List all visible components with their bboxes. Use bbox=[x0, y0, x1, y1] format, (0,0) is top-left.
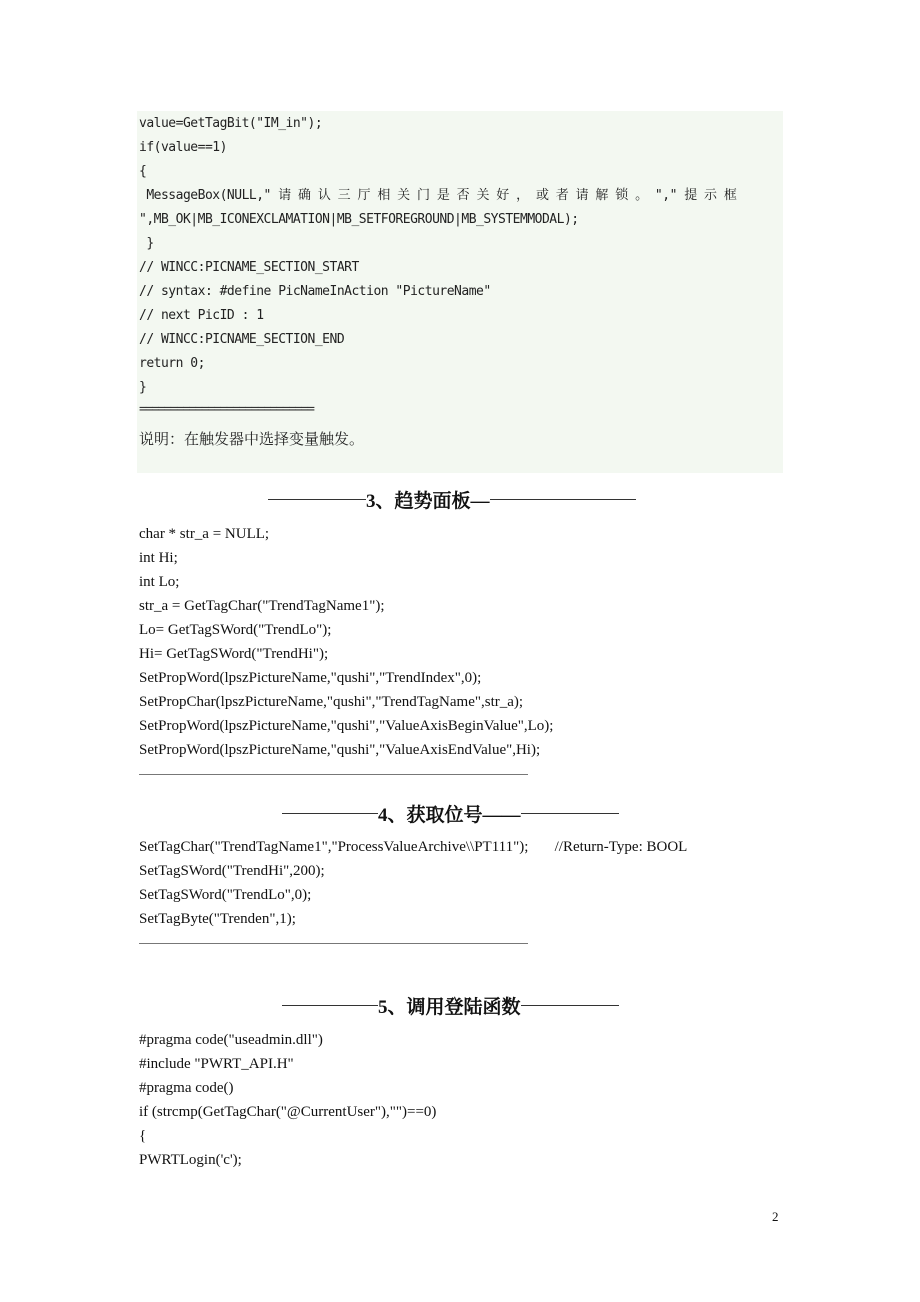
section-3-title: 3、趋势面板— bbox=[366, 491, 490, 512]
code-line: SetTagByte("Trenden",1); bbox=[139, 911, 296, 927]
code-line: #include "PWRT_API.H" bbox=[139, 1056, 294, 1072]
horizontal-rule bbox=[139, 774, 528, 775]
code-line: SetPropWord(lpszPictureName,"qushi","ValueAxisEndValue",Hi); bbox=[139, 742, 541, 758]
code-line: SetTagChar("TrendTagName1","ProcessValueArchive\\PT111"); //Return-Type: BOOL bbox=[139, 839, 688, 855]
code-line: // WINCC:PICNAME_SECTION_START bbox=[139, 260, 359, 275]
code-line: #pragma code("useadmin.dll") bbox=[139, 1032, 323, 1048]
section-4-heading bbox=[282, 800, 619, 827]
code-line: if(value==1) bbox=[139, 140, 227, 155]
heading-rule-left bbox=[282, 1005, 378, 1006]
page-number: 2 bbox=[772, 1209, 779, 1224]
code-line: // syntax: #define PicNameInAction "PictureName" bbox=[139, 284, 491, 299]
code-line: } bbox=[139, 236, 154, 251]
code-line: int Lo; bbox=[139, 574, 180, 590]
code-line: Lo= GetTagSWord("TrendLo"); bbox=[139, 622, 332, 638]
code-line: PWRTLogin('c'); bbox=[139, 1152, 242, 1168]
equals-separator: ============================ bbox=[139, 402, 314, 417]
section-5-title: 5、调用登陆函数 bbox=[378, 997, 521, 1018]
section-4-title: 4、获取位号—— bbox=[378, 805, 521, 826]
code-line: Hi= GetTagSWord("TrendHi"); bbox=[139, 646, 329, 662]
heading-rule-right bbox=[521, 813, 619, 814]
code-line: // WINCC:PICNAME_SECTION_END bbox=[139, 332, 345, 347]
heading-rule-right bbox=[521, 1005, 619, 1006]
code-line: return 0; bbox=[139, 356, 205, 371]
code-line: str_a = GetTagChar("TrendTagName1"); bbox=[139, 598, 385, 614]
code-line: SetTagSWord("TrendLo",0); bbox=[139, 887, 312, 903]
heading-rule-right bbox=[490, 499, 636, 500]
code-line: value=GetTagBit("IM_in"); bbox=[139, 116, 323, 131]
code-note: 说明：在触发器中选择变量触发。 bbox=[139, 430, 365, 448]
code-line: SetPropWord(lpszPictureName,"qushi","ValueAxisBeginValue",Lo); bbox=[139, 718, 554, 734]
code-line: SetPropWord(lpszPictureName,"qushi","TrendIndex",0); bbox=[139, 670, 482, 686]
code-line: char * str_a = NULL; bbox=[139, 526, 270, 542]
code-line: int Hi; bbox=[139, 550, 178, 566]
code-line: { bbox=[139, 1128, 147, 1144]
heading-rule-left bbox=[282, 813, 378, 814]
code-line: // next PicID : 1 bbox=[139, 308, 264, 323]
code-line: } bbox=[139, 380, 147, 395]
horizontal-rule bbox=[139, 943, 528, 944]
code-line: SetTagSWord("TrendHi",200); bbox=[139, 863, 325, 879]
code-line: #pragma code() bbox=[139, 1080, 234, 1096]
code-line: MessageBox(NULL," 请 确 认 三 厅 相 关 门 是 否 关 好 ， 或 者 请 解 锁 。 "," 提 示 框 bbox=[139, 188, 737, 203]
section-3-heading bbox=[268, 486, 636, 513]
code-line: { bbox=[139, 164, 147, 179]
heading-rule-left bbox=[268, 499, 366, 500]
code-line: SetPropChar(lpszPictureName,"qushi","TrendTagName",str_a); bbox=[139, 694, 524, 710]
code-line: if (strcmp(GetTagChar("@CurrentUser"),"")==0) bbox=[139, 1104, 437, 1120]
code-line: ",MB_OK|MB_ICONEXCLAMATION|MB_SETFOREGROUND|MB_SYSTEMMODAL); bbox=[139, 212, 579, 227]
section-5-heading bbox=[282, 992, 619, 1019]
